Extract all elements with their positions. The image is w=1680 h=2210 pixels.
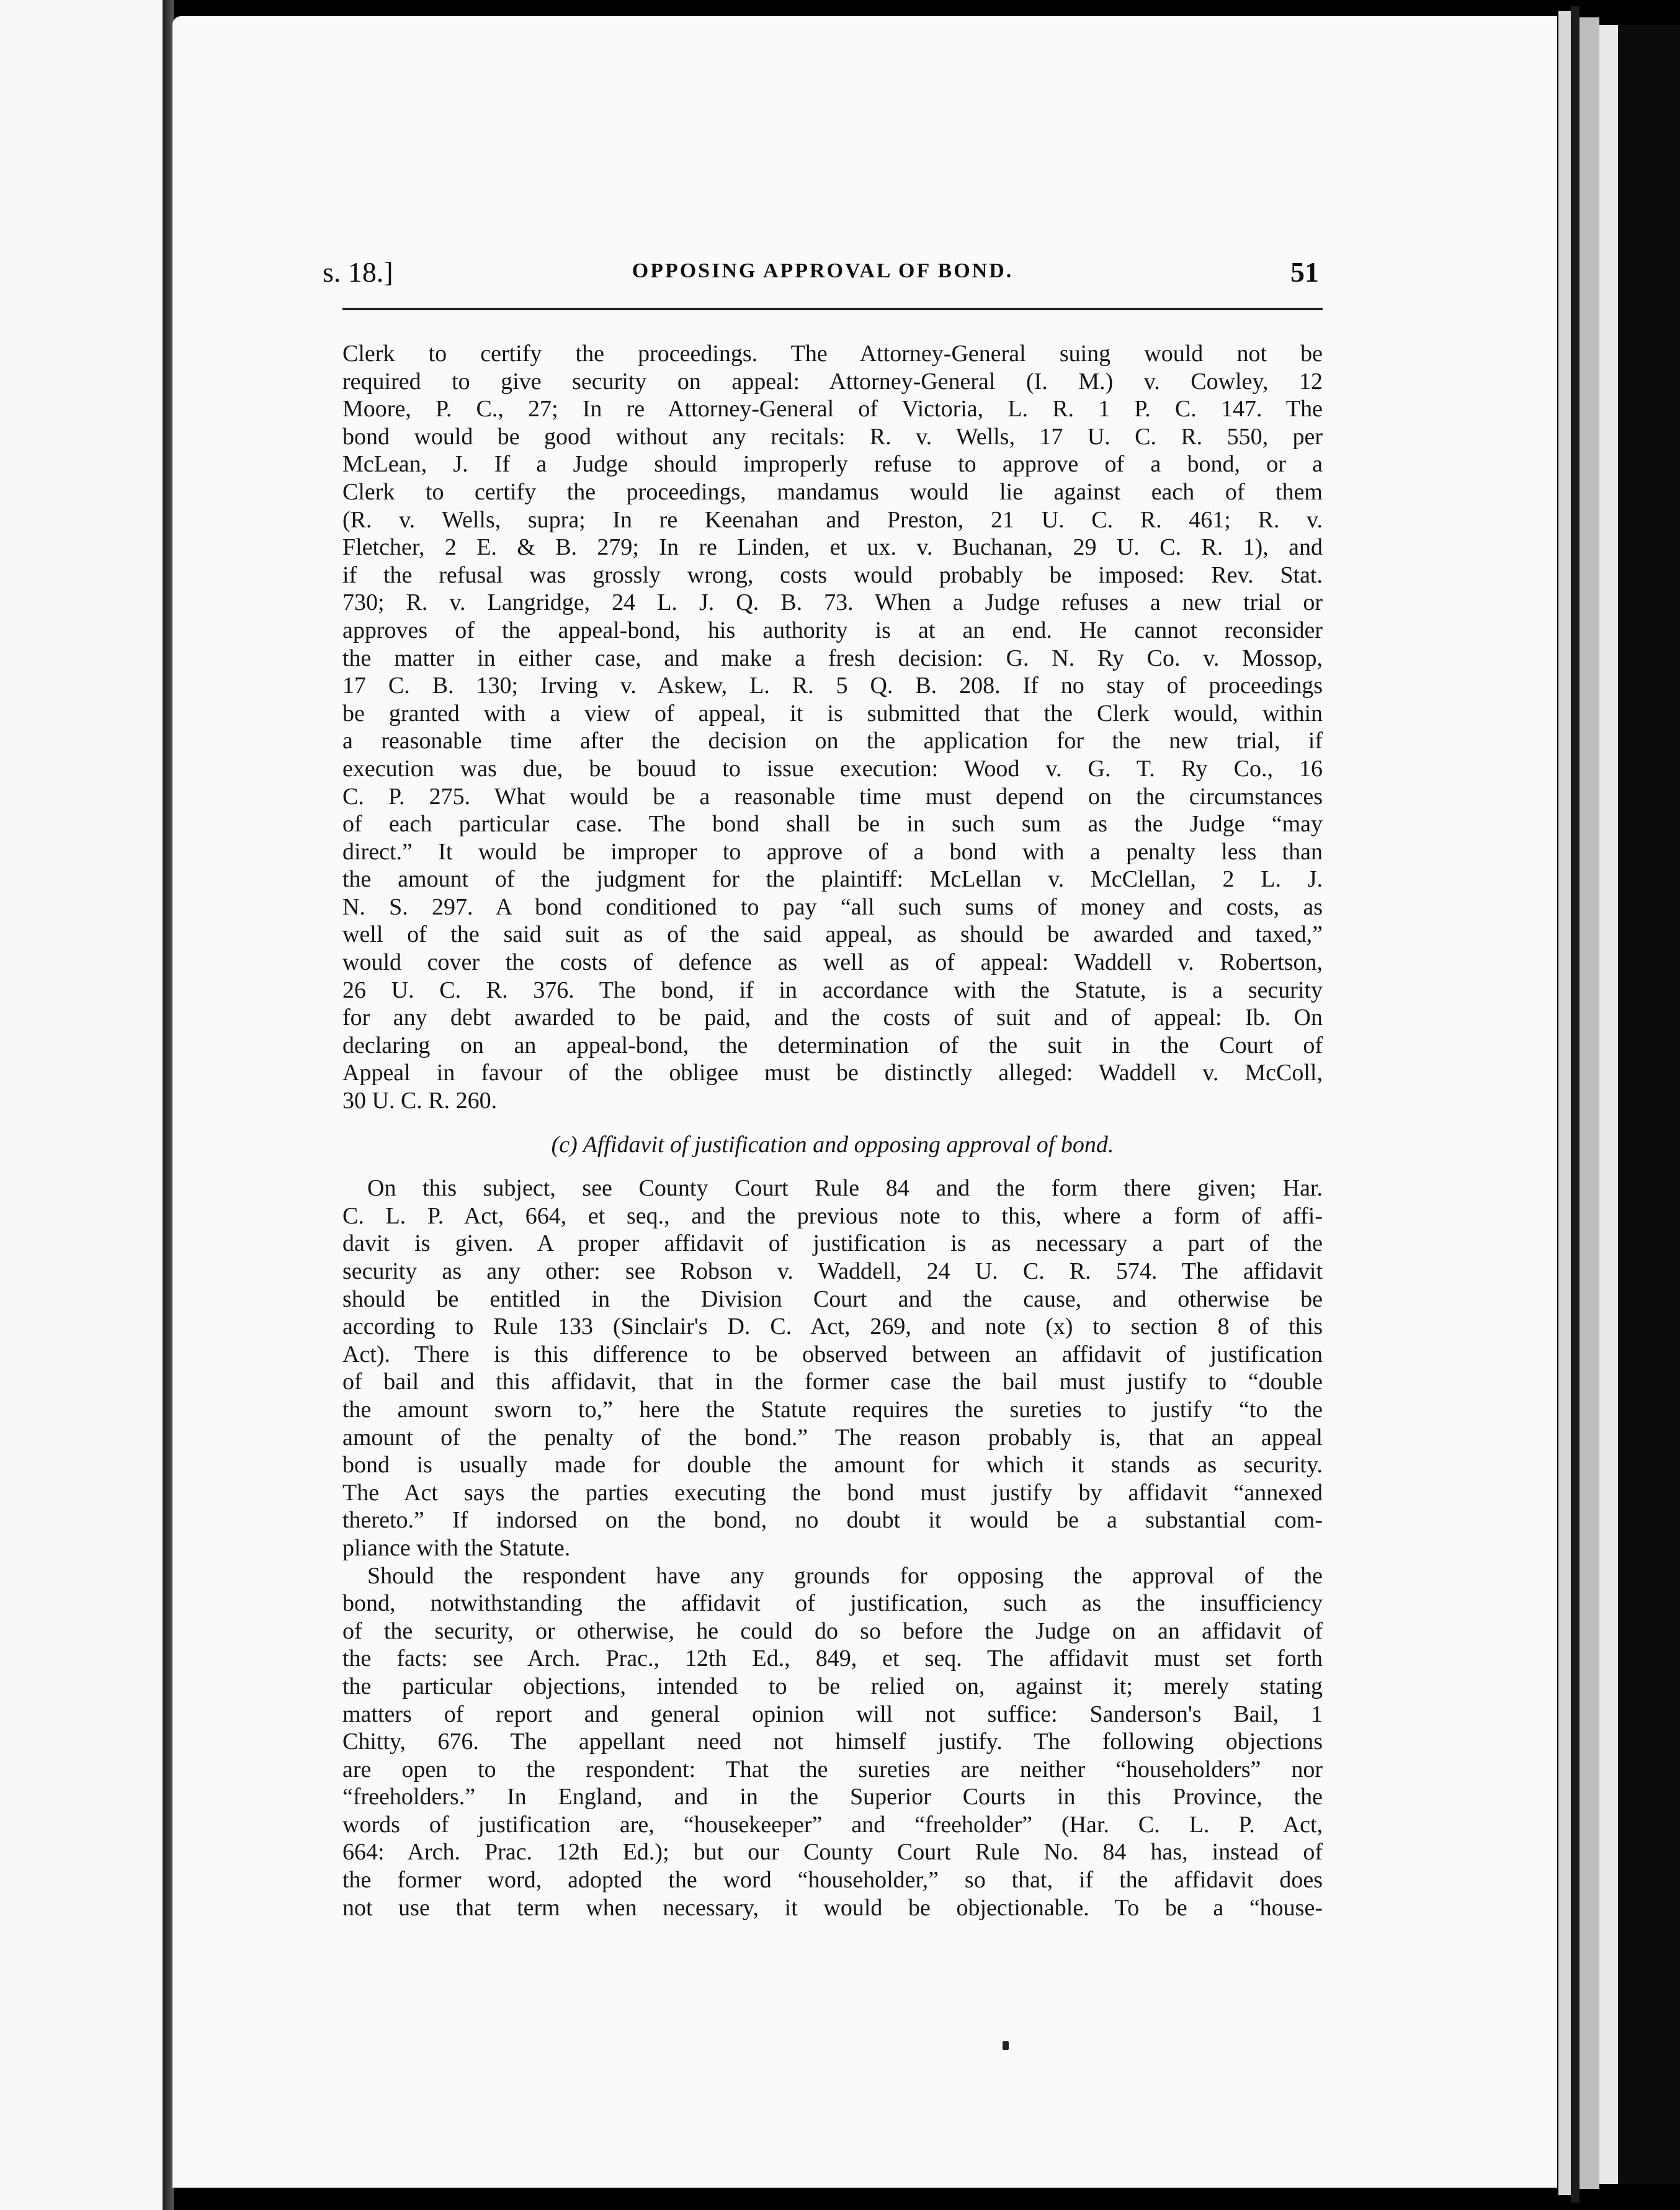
text-line: for any debt awarded to be paid, and the costs of suit and of appeal: Ib. On bbox=[342, 1004, 1323, 1031]
text-line: not use that term when necessary, it would be objectionable. To be a “house- bbox=[342, 1894, 1323, 1921]
text-line: security as any other: see Robson v. Waddell, 24 U. C. R. 574. The affidavit bbox=[342, 1258, 1323, 1284]
paragraph-opposing bbox=[342, 1562, 1323, 1922]
text-line: “freeholders.” In England, and in the Superior Courts in this Province, the bbox=[342, 1784, 1323, 1810]
text-line: the particular objections, intended to be relied on, against it; merely stating bbox=[342, 1673, 1323, 1699]
text-line: should be entitled in the Division Court and the cause, and otherwise be bbox=[342, 1286, 1323, 1312]
text-line: Chitty, 676. The appellant need not himself justify. The following objections bbox=[342, 1729, 1323, 1755]
text-line: approves of the appeal-bond, his authority is at an end. He cannot reconsider bbox=[342, 617, 1323, 643]
text-line: the amount of the judgment for the plaintiff: McLellan v. McClellan, 2 L. J. bbox=[342, 866, 1323, 893]
text-line: direct.” It would be improper to approve of a bond with a penalty less than bbox=[342, 838, 1323, 865]
text-line: bond is usually made for double the amount for which it stands as security. bbox=[342, 1452, 1323, 1479]
text-line: be granted with a view of appeal, it is submitted that the Clerk would, within bbox=[342, 700, 1323, 727]
text-line: Act). There is this difference to be observed between an affidavit of justification bbox=[342, 1341, 1323, 1367]
text-line: bond, notwithstanding the affidavit of justification, such as the insufficiency bbox=[342, 1590, 1323, 1617]
text-line: Clerk to certify the proceedings, mandamus would lie against each of them bbox=[342, 478, 1323, 505]
text-line: amount of the penalty of the bond.” The reason probably is, that an appeal bbox=[342, 1424, 1323, 1451]
text-line: a reasonable time after the decision on the application for the new trial, if bbox=[342, 728, 1323, 754]
header-rule bbox=[342, 308, 1323, 310]
text-line: bond would be good without any recitals: R. v. Wells, 17 U. C. R. 550, per bbox=[342, 423, 1323, 450]
text-line: would cover the costs of defence as well as of appeal: Waddell v. Robertson, bbox=[342, 949, 1323, 976]
text-line: Appeal in favour of the obligee must be distinctly alleged: Waddell v. McColl, bbox=[342, 1060, 1323, 1086]
text-line: of the security, or otherwise, he could do so before the Judge on an affidavit of bbox=[342, 1617, 1323, 1644]
text-line: Should the respondent have any grounds for opposing the approval of the bbox=[367, 1562, 1323, 1589]
text-line: 730; R. v. Langridge, 24 L. J. Q. B. 73. When a Judge refuses a new trial or bbox=[342, 589, 1323, 616]
text-line: davit is given. A proper affidavit of justification is as necessary a part of the bbox=[342, 1230, 1323, 1257]
text-line: the facts: see Arch. Prac., 12th Ed., 849, et seq. The affidavit must set forth bbox=[342, 1645, 1323, 1672]
section-reference: s. 18.] bbox=[323, 256, 393, 288]
scan-background bbox=[1618, 25, 1680, 2184]
page-edge-shadow bbox=[1571, 6, 1579, 2203]
text-line: well of the said suit as of the said appeal, as should be awarded and taxed,” bbox=[342, 921, 1323, 948]
text-line: thereto.” If indorsed on the bond, no doubt it would be a substantial com- bbox=[342, 1507, 1323, 1534]
text-line: the matter in either case, and make a fresh decision: G. N. Ry Co. v. Mossop, bbox=[342, 645, 1323, 671]
book-cover-edge bbox=[1599, 25, 1618, 2184]
text-line: 664: Arch. Prac. 12th Ed.); but our County Court Rule No. 84 has, instead of bbox=[342, 1839, 1323, 1866]
text-line: (R. v. Wells, supra; In re Keenahan and Preston, 21 U. C. R. 461; R. v. bbox=[342, 506, 1323, 533]
page-title: OPPOSING APPROVAL OF BOND. bbox=[632, 259, 1014, 282]
text-line: Fletcher, 2 E. & B. 279; In re Linden, et ux. v. Buchanan, 29 U. C. R. 1), and bbox=[342, 534, 1323, 561]
text-line: according to Rule 133 (Sinclair's D. C. Act, 269, and note (x) to section 8 of this bbox=[342, 1313, 1323, 1340]
text-line: McLean, J. If a Judge should improperly refuse to approve of a bond, or a bbox=[342, 451, 1323, 478]
text-line: the amount sworn to,” here the Statute requires the sureties to justify “to the bbox=[342, 1396, 1323, 1423]
text-line: On this subject, see County Court Rule 84 and the form there given; Har. bbox=[367, 1175, 1323, 1202]
text-line: pliance with the Statute. bbox=[342, 1534, 571, 1561]
text-line: Clerk to certify the proceedings. The Attorney-General suing would not be bbox=[342, 341, 1323, 367]
page-number: 51 bbox=[1290, 256, 1319, 288]
text-line: The Act says the parties executing the bond must justify by affidavit “annexed bbox=[342, 1479, 1323, 1506]
text-line: 17 C. B. 130; Irving v. Askew, L. R. 5 Q. B. 208. If no stay of proceedings bbox=[342, 673, 1323, 699]
text-line: Moore, P. C., 27; In re Attorney-General of Victoria, L. R. 1 P. C. 147. The bbox=[342, 396, 1323, 423]
text-line: 30 U. C. R. 260. bbox=[342, 1088, 498, 1114]
page-edge bbox=[1558, 11, 1571, 2195]
text-line: 26 U. C. R. 376. The bond, if in accordance with the Statute, is a security bbox=[342, 977, 1323, 1003]
text-line: matters of report and general opinion will not suffice: Sanderson's Bail, 1 bbox=[342, 1701, 1323, 1727]
text-line: the former word, adopted the word “householder,” so that, if the affidavit does bbox=[342, 1867, 1323, 1894]
running-header bbox=[323, 256, 1323, 299]
text-line: N. S. 297. A bond conditioned to pay “all such sums of money and costs, as bbox=[342, 893, 1323, 920]
text-line: are open to the respondent: That the sureties are neither “householders” nor bbox=[342, 1756, 1323, 1783]
section-subheading: (c) Affidavit of justification and opposing approval of bond. bbox=[551, 1131, 1114, 1158]
text-line: declaring on an appeal-bond, the determination of the suit in the Court of bbox=[342, 1032, 1323, 1058]
text-line: of bail and this affidavit, that in the former case the bail must justify to “double bbox=[342, 1369, 1323, 1395]
text-line: if the refusal was grossly wrong, costs would probably be imposed: Rev. Stat. bbox=[342, 561, 1323, 588]
body-text bbox=[342, 340, 1323, 1921]
text-line: of each particular case. The bond shall be in such sum as the Judge “may bbox=[342, 811, 1323, 838]
paragraph-continuation bbox=[342, 340, 1323, 1115]
paragraph-affidavit bbox=[342, 1174, 1323, 1562]
text-line: C. P. 275. What would be a reasonable time must depend on the circumstances bbox=[342, 783, 1323, 810]
text-line: required to give security on appeal: Attorney-General (I. M.) v. Cowley, 12 bbox=[342, 368, 1323, 395]
text-line: C. L. P. Act, 664, et seq., and the previous note to this, where a form of affi- bbox=[342, 1202, 1323, 1229]
facing-page-edge bbox=[0, 0, 166, 2210]
book-cover-edge bbox=[1579, 17, 1599, 2189]
print-mark bbox=[1003, 2041, 1009, 2050]
text-line: words of justification are, “housekeeper” and “freeholder” (Har. C. L. P. Act, bbox=[342, 1811, 1323, 1838]
text-line: execution was due, be bouud to issue execution: Wood v. G. T. Ry Co., 16 bbox=[342, 755, 1323, 782]
